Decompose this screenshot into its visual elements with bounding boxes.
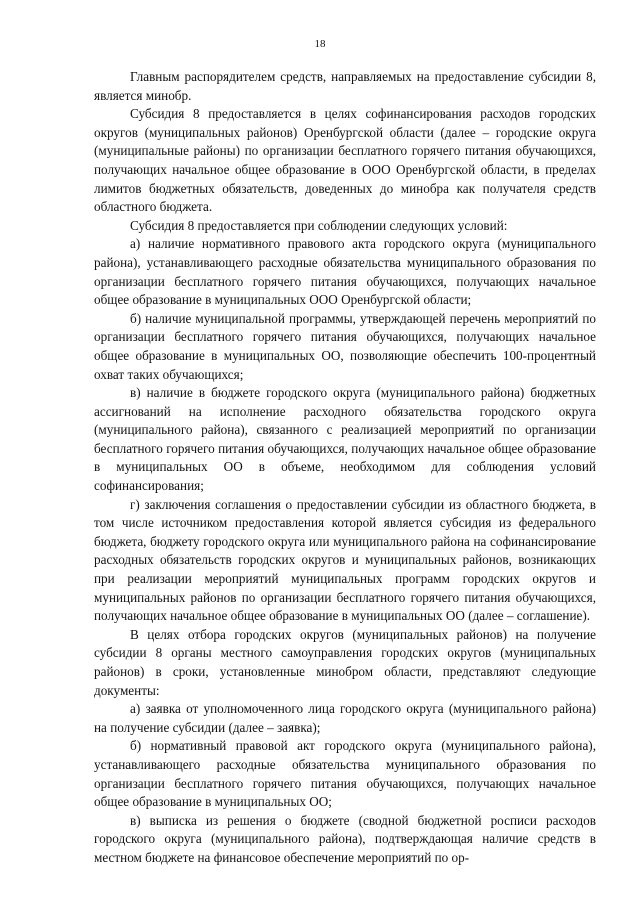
paragraph-condition-a: а) наличие нормативного правового акта городского округа (муниципального района), устанавливающего расходные обязательства муниципального образования по организации бесплатного горячего питания обучающихся, получающих начальное общее образование в муниципальных ООО Оренбургской области; xyxy=(94,236,596,308)
paragraph-subsidy-purpose: Субсидия 8 предоставляется в целях софинансирования расходов городских округов (муниципальных районов) Оренбургской области (далее – городские округа (муниципальные районы) по организации бесплатного горячего питания обучающихся, получающих начальное общее образование в ООО Оренбургской области, в пределах лимитов бюджетных обязательств, доведенных до минобра как получателя средств областного бюджета. xyxy=(94,106,596,215)
paragraph-condition-g: г) заключения соглашения о предоставлении субсидии из областного бюджета, в том числе источником предоставления которой является субсидия из федерального бюджета, бюджету городского округа или муниципального района на софинансирование расходных обязательств городских округов и муниципальных районов, возникающих при реализации мероприятий муниципальных программ городских округов и муниципальных районов по организации бесплатного горячего питания обучающихся, получающих начальное общее образование в муниципальных ОО (далее – соглашение). xyxy=(94,496,596,624)
paragraph-selection-intro: В целях отбора городских округов (муниципальных районов) на получение субсидии 8 органы местного самоуправления городских округов (муниципальных районов) в сроки, установленные минобром области, представляют следующие документы: xyxy=(94,626,596,698)
paragraph-document-v: в) выписка из решения о бюджете (сводной бюджетной росписи расходов городского округа (муниципального района), подтверждающая наличие средств в местном бюджете на финансовое обеспечение мероприятий по ор- xyxy=(94,812,596,865)
paragraph-conditions-intro: Субсидия 8 предоставляется при соблюдении следующих условий: xyxy=(130,217,508,233)
page-number: 18 xyxy=(314,38,326,50)
paragraph-condition-v: в) наличие в бюджете городского округа (муниципального района) бюджетных ассигнований на исполнение расходного обязательства городского округа (муниципального района), связанного с реализацией мероприятий по организации бесплатного горячего питания обучающихся, получающих начальное общее образование в муниципальных ОО в объеме, необходимом для соблюдения условий софинансирования; xyxy=(94,385,596,494)
document-body xyxy=(94,68,596,868)
paragraph-document-a: а) заявка от уполномоченного лица городского округа (муниципального района) на получение субсидии (далее – заявка); xyxy=(94,701,596,735)
paragraph-chief-administrator: Главным распорядителем средств, направляемых на предоставление субсидии 8, является минобр. xyxy=(94,69,596,103)
paragraph-condition-b: б) наличие муниципальной программы, утверждающей перечень мероприятий по организации бесплатного горячего питания обучающихся, получающих начальное общее образование в муниципальных ОО, позволяющие обеспечить 100-процентный охват таких обучающихся; xyxy=(94,310,596,382)
paragraph-document-b: б) нормативный правовой акт городского округа (муниципального района), устанавливающего расходные обязательства муниципального образования по организации бесплатного горячего питания обучающихся, получающих начальное общее образование в муниципальных ОО; xyxy=(94,738,596,810)
